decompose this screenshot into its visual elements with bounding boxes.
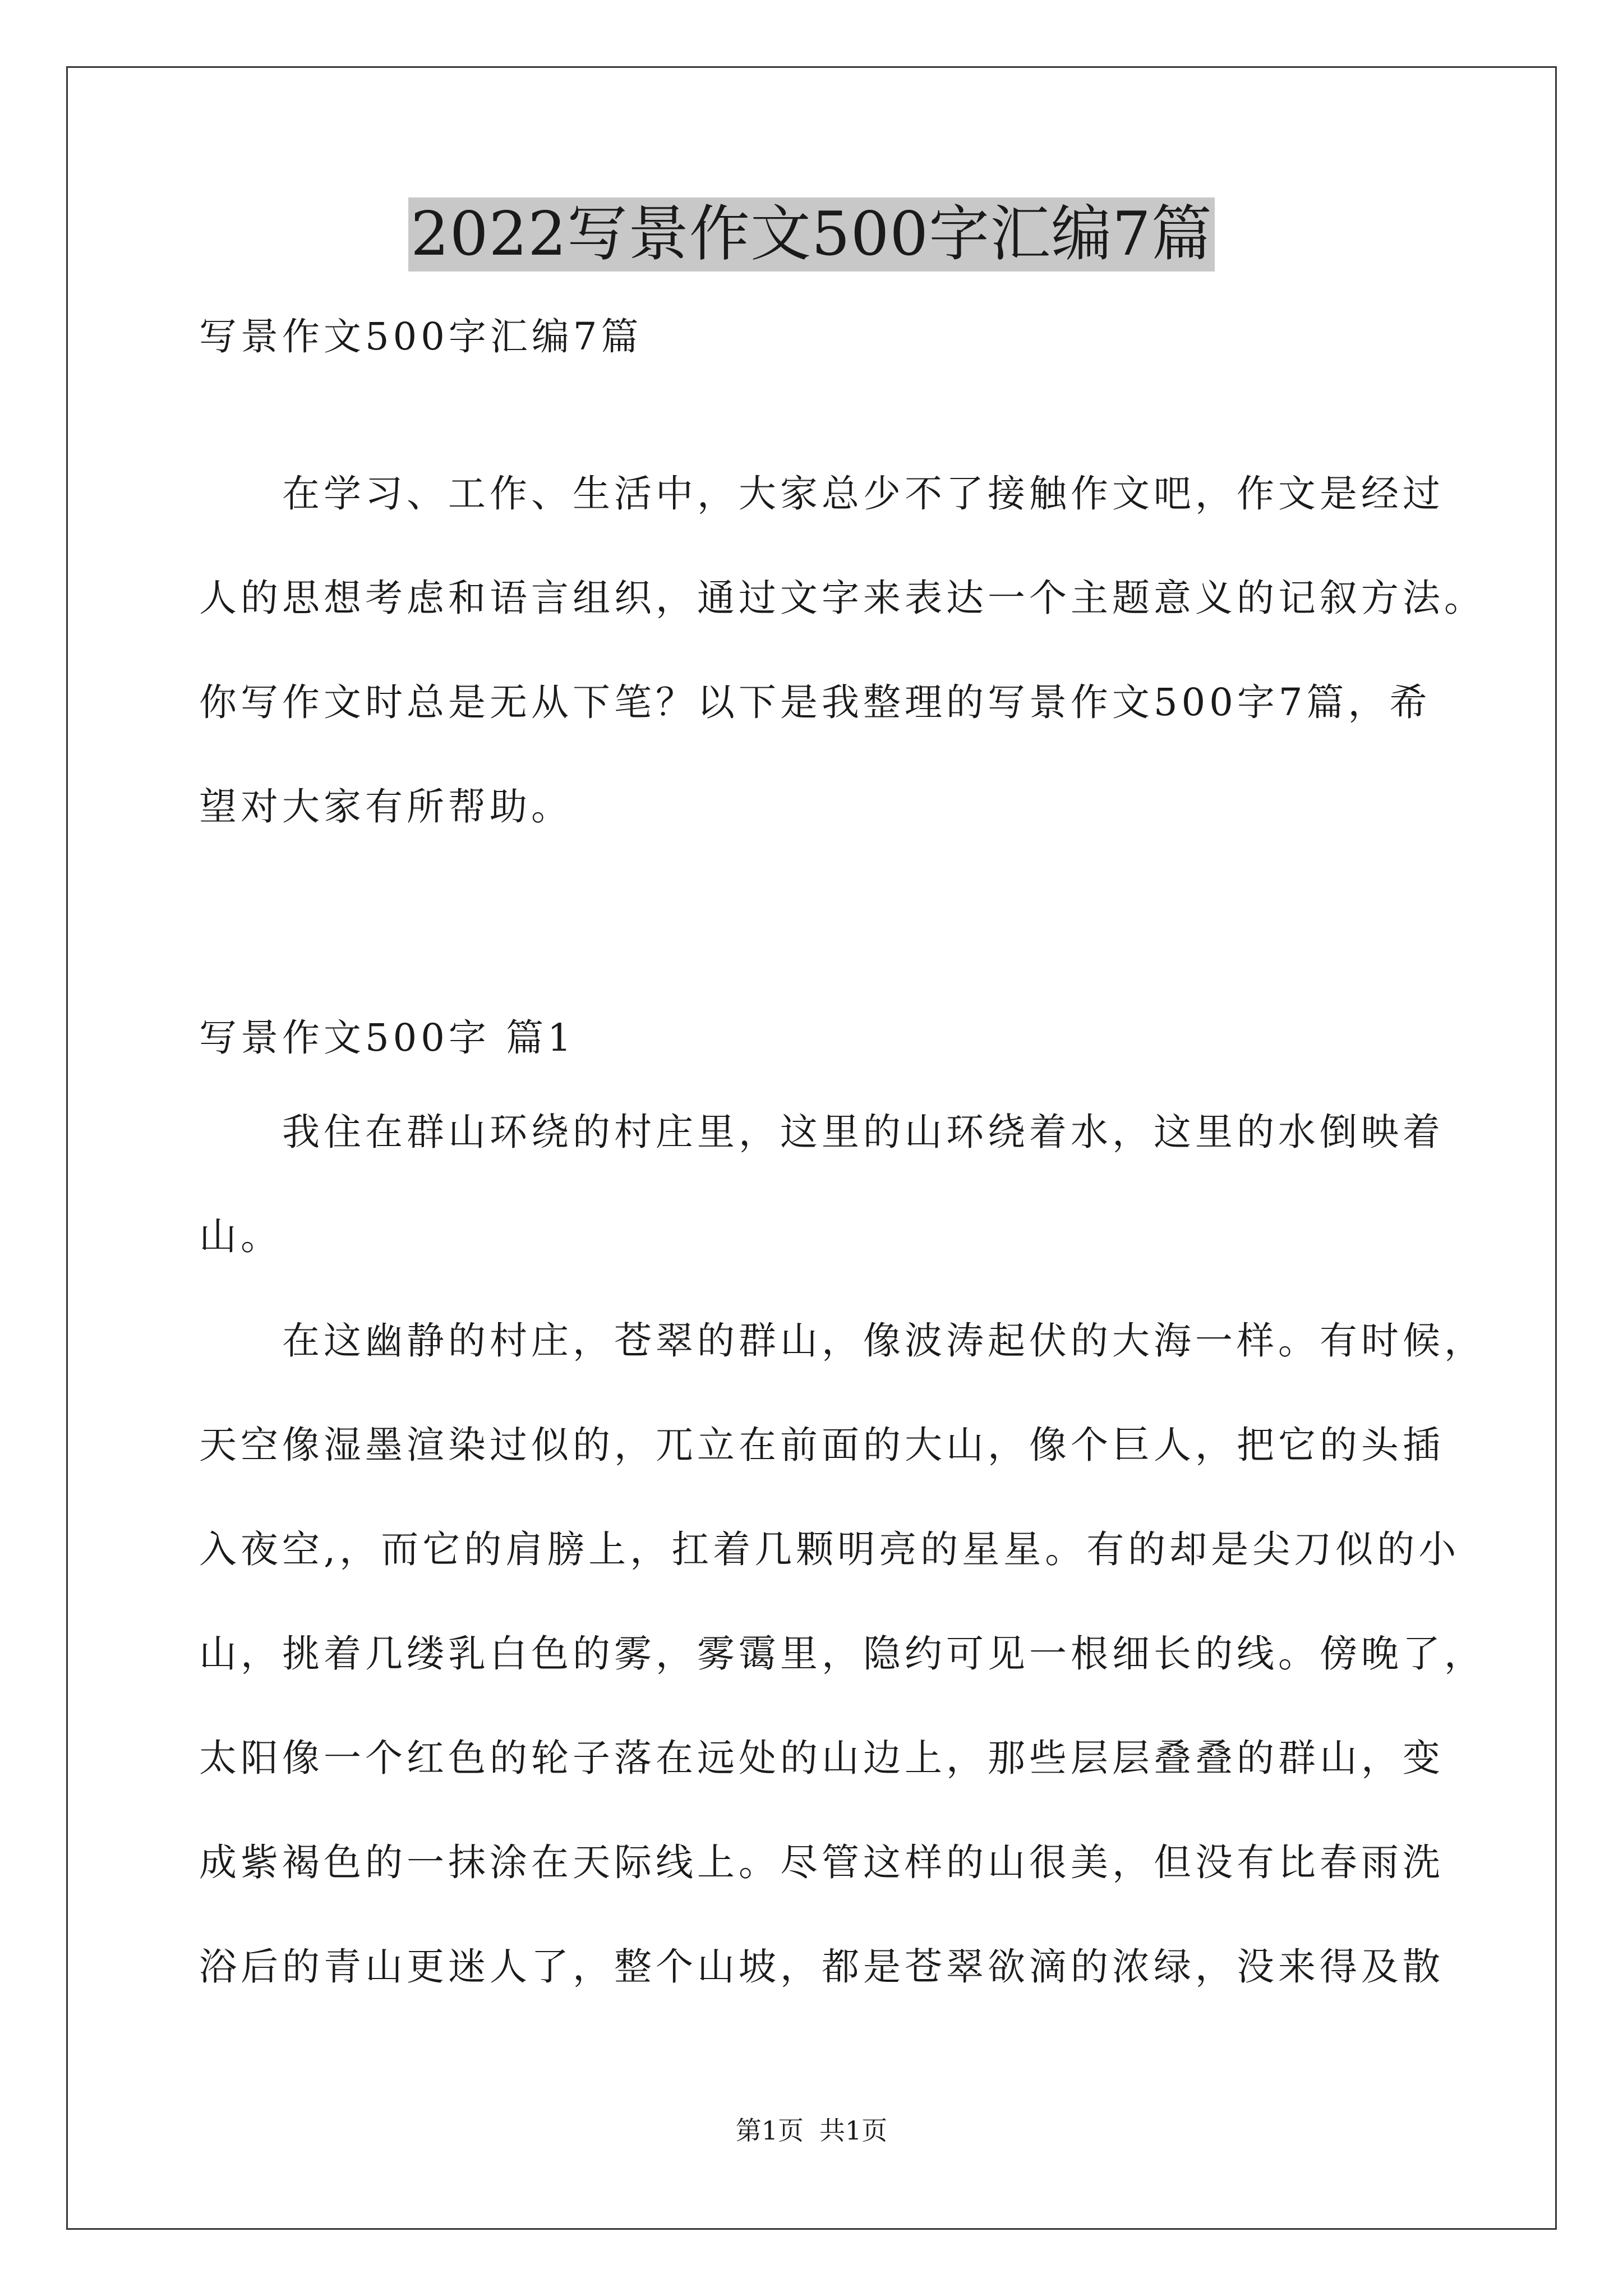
paragraph-line: 望对大家有所帮助。 [199, 785, 573, 829]
paragraph-line: 你写作文时总是无从下笔？以下是我整理的写景作文500字7篇，希 [199, 680, 1431, 724]
title-wrapper [0, 197, 1623, 272]
subtitle-line: 写景作文500字汇编7篇 [199, 315, 643, 358]
paragraph-line: 我住在群山环绕的村庄里，这里的山环绕着水，这里的水倒映着 [199, 1110, 1444, 1154]
paragraph-line: 太阳像一个红色的轮子落在远处的山边上，那些层层叠叠的群山，变 [199, 1736, 1444, 1780]
paragraph-line: 山，挑着几缕乳白色的雾，雾霭里，隐约可见一根细长的线。傍晚了， [199, 1632, 1486, 1676]
page-footer [0, 2115, 1623, 2146]
paragraph-line: 入夜空,，而它的肩膀上，扛着几颗明亮的星星。有的却是尖刀似的小 [199, 1527, 1460, 1571]
page-number: 第1页 [735, 2115, 804, 2146]
paragraph-line: 山。 [199, 1214, 282, 1258]
page-total: 共1页 [819, 2115, 888, 2146]
paragraph-line: 在学习、工作、生活中，大家总少不了接触作文吧，作文是经过 [199, 472, 1444, 516]
paragraph-line: 在这幽静的村庄，苍翠的群山，像波涛起伏的大海一样。有时候， [199, 1319, 1486, 1363]
paragraph-line: 成紫褐色的一抹涂在天际线上。尽管这样的山很美，但没有比春雨洗 [199, 1841, 1444, 1884]
section-heading: 写景作文500字 篇1 [199, 1016, 575, 1060]
document-title: 2022写景作文500字汇编7篇 [408, 197, 1215, 272]
paragraph-line: 天空像湿墨渲染过似的，兀立在前面的大山，像个巨人，把它的头插 [199, 1423, 1444, 1467]
paragraph-line: 浴后的青山更迷人了，整个山坡，都是苍翠欲滴的浓绿，没来得及散 [199, 1945, 1444, 1989]
paragraph-line: 人的思想考虑和语言组织，通过文字来表达一个主题意义的记叙方法。 [199, 576, 1486, 620]
